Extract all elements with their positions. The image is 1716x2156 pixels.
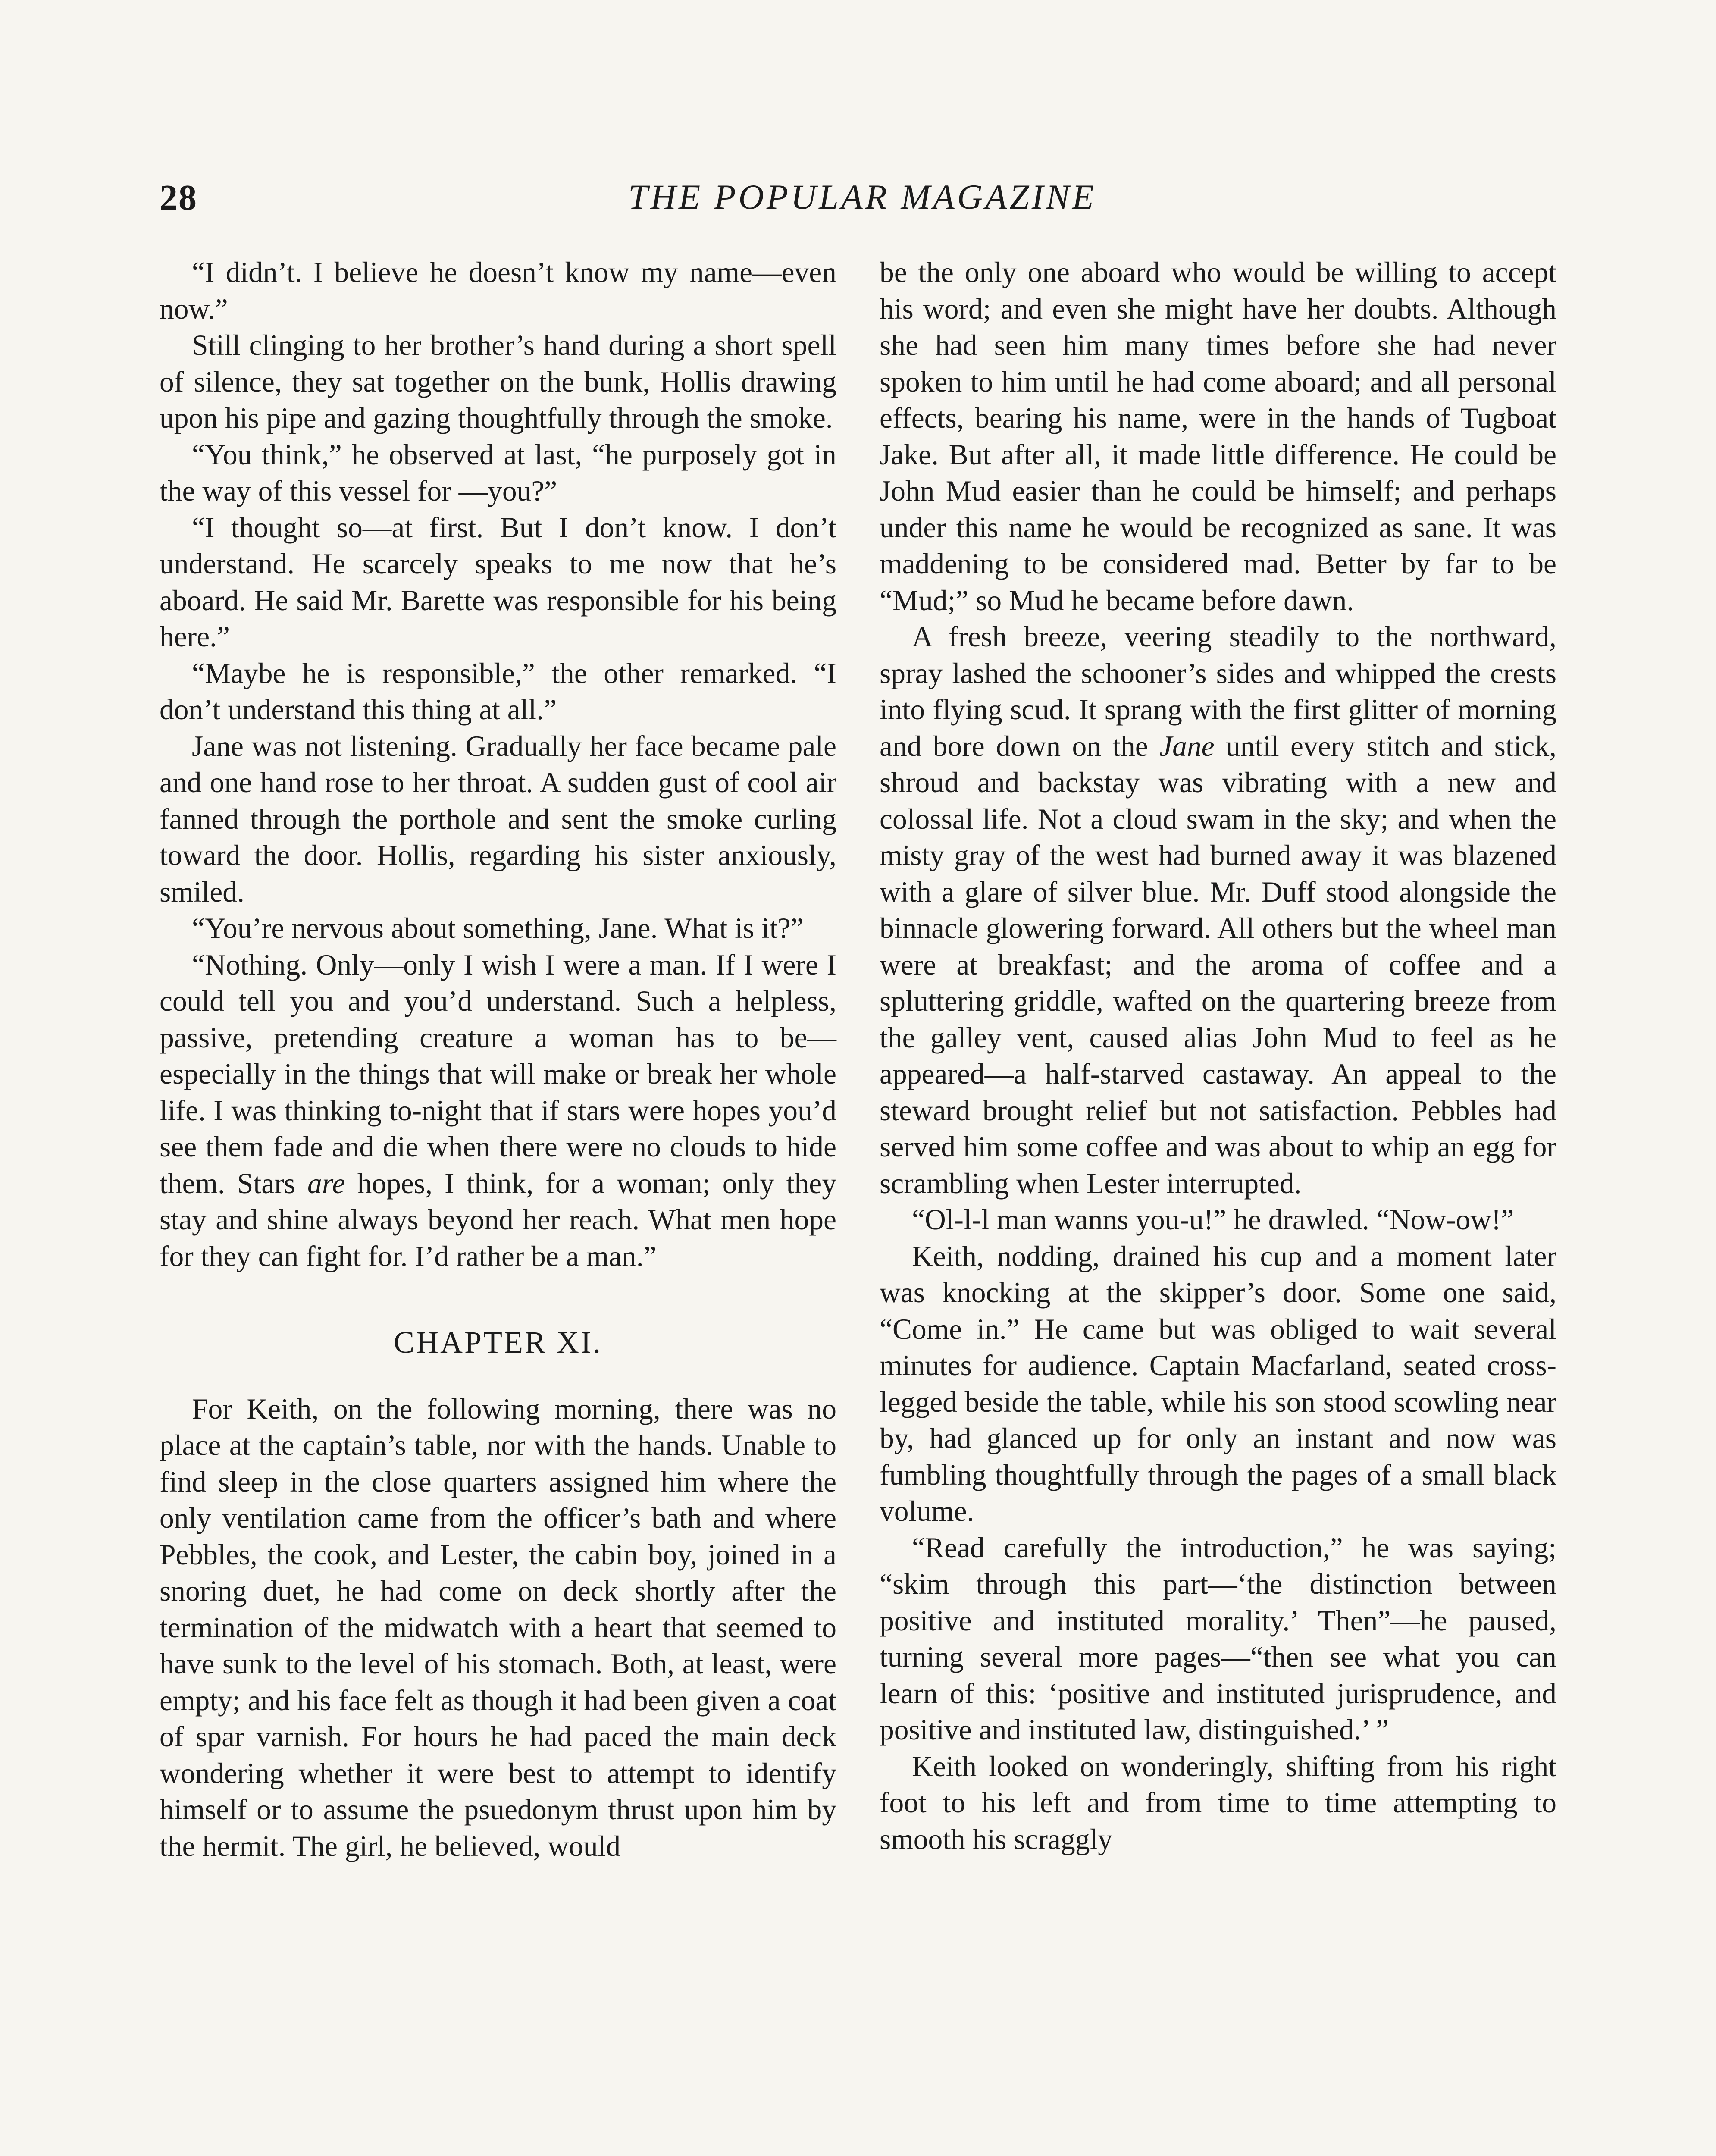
- emphasis: are: [307, 1167, 345, 1200]
- paragraph: “Read carefully the introduction,” he was saying; “skim through this part—‘the distinction between positive and instituted morality.’ Then”—he paused, turning several more pages—“then see what you can learn of this: ‘positive and instituted jurisprudence, and positive and instituted law, distinguished.’ ”: [880, 1531, 1556, 1746]
- text-run: “Nothing. Only—only I wish I were a man. If I were I could tell you and you’d understand. Such a helpless, passive, pretending creature a woman has to be—especially in the things that will make or break her whole life. I was thinking to-night that if stars were hopes you’d see them fade and die when there were no clouds to hide them. Stars: [160, 948, 836, 1200]
- text-run: until every stitch and stick, shroud and backstay was vibrating with a new and colossal life. Not a cloud swam in the sky; and when the misty gray of the west had burned away it was blazened with a glare of silver blue. Mr. Duff stood alongside the binnacle glowering forward. All others but the wheel man were at breakfast; and the aroma of coffee and a spluttering griddle, wafted on the quartering breeze from the galley vent, caused alias John Mud to feel as he appeared—a half-starved castaway. An appeal to the steward brought relief but not satisfaction. Pebbles had served him some coffee and was about to whip an egg for scrambling when Lester interrupted.: [880, 730, 1556, 1200]
- paragraph: “You’re nervous about something, Jane. What is it?”: [192, 912, 804, 944]
- paragraph: [160, 947, 836, 1275]
- paragraph: be the only one aboard who would be willing to accept his word; and even she might have her doubts. Although she had seen him many times before she had never spoken to him until he had come aboard; and all personal effects, bearing his name, were in the hands of Tugboat Jake. But after all, it made little difference. He could be John Mud easier than he could be himself; and perhaps under this name he would be recognized as sane. It was maddening to be considered mad. Better by far to be “Mud;” so Mud he became before dawn.: [880, 256, 1556, 617]
- page-number: 28: [160, 178, 197, 218]
- chapter-heading: CHAPTER XI.: [393, 1325, 602, 1360]
- paragraph: [880, 619, 1556, 1202]
- running-title: THE POPULAR MAGAZINE: [628, 177, 1096, 216]
- paragraph: Keith, nodding, drained his cup and a moment later was knocking at the skipper’s door. Some one said, “Come in.” He came but was obliged to wait several minutes for audience. Captain Macfarland, seated cross-legged beside the table, while his son stood scowling near by, had glanced up for only an instant and now was fumbling thoughtfully through the pages of a small black volume.: [880, 1240, 1556, 1527]
- paragraph: “I thought so—at first. But I don’t know. I don’t understand. He scarcely speaks to me now that he’s aboard. He said Mr. Barette was responsible for his being here.”: [160, 511, 836, 653]
- text-run: hopes, I think, for a woman; only they stay and shine always beyond her reach. What men hope for they can fight for. I’d rather be a man.”: [160, 1167, 836, 1272]
- emphasis: Jane: [1159, 730, 1215, 762]
- left-column: [160, 254, 836, 1865]
- paragraph: For Keith, on the following morning, there was no place at the captain’s table, nor with the hands. Unable to find sleep in the close quarters assigned him where the only ventilation came from the officer’s bath and where Pebbles, the cook, and Lester, the cabin boy, joined in a snoring duet, he had come on deck shortly after the termination of the midwatch with a heart that seemed to have sunk to the level of his stomach. Both, at least, were empty; and his face felt as though it had been given a coat of spar varnish. For hours he had paced the main deck wondering whether it were best to attempt to identify himself or to assume the psuedonym thrust upon him by the hermit. The girl, he believed, would: [160, 1392, 836, 1862]
- paragraph: “Maybe he is responsible,” the other remarked. “I don’t understand this thing at all.”: [160, 657, 836, 726]
- paragraph: “You think,” he observed at last, “he purposely got in the way of this vessel for —you?”: [160, 438, 836, 507]
- paragraph: Still clinging to her brother’s hand during a short spell of silence, they sat together on the bunk, Hollis drawing upon his pipe and gazing thoughtfully through the smoke.: [160, 329, 836, 434]
- paragraph: “I didn’t. I believe he doesn’t know my name—even now.”: [160, 256, 836, 325]
- paragraph: Keith looked on wonderingly, shifting from his right foot to his left and from time to time attempting to smooth his scraggly: [880, 1750, 1556, 1855]
- text-run: A fresh breeze, veering steadily to the northward, spray lashed the schooner’s sides and whipped the crests into flying scud. It sprang with the first glitter of morning and bore down on the: [880, 620, 1556, 762]
- paragraph: “Ol-l-l man wanns you-u!” he drawled. “Now-ow!”: [912, 1203, 1514, 1236]
- right-column: [880, 254, 1556, 1858]
- page-header: [160, 172, 1565, 233]
- paragraph: Jane was not listening. Gradually her face became pale and one hand rose to her throat. A sudden gust of cool air fanned through the porthole and sent the smoke curling toward the door. Hollis, regarding his sister anxiously, smiled.: [160, 730, 836, 908]
